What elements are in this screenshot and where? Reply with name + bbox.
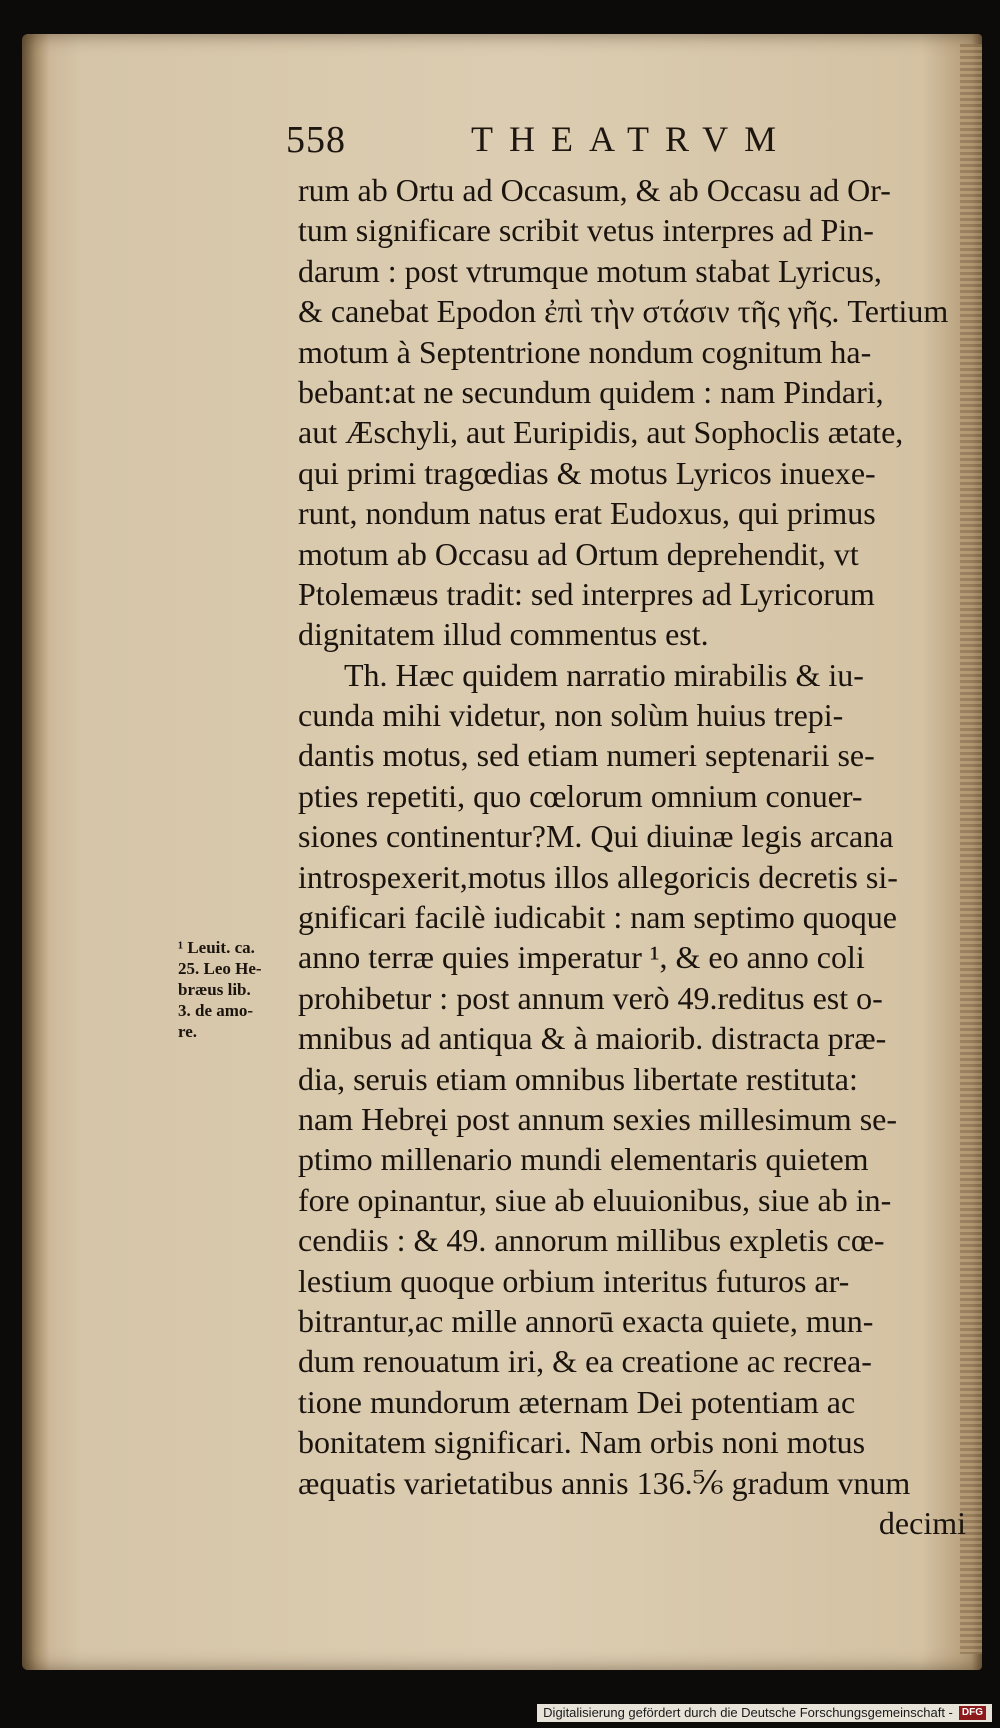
text-line: fore opinantur, siue ab eluuionibus, siue ab in- — [298, 1181, 892, 1218]
running-head: THEATRVM — [471, 119, 793, 159]
text-line: introspexerit,motus illos allegoricis decretis si- — [298, 858, 898, 895]
margin-note-line: 25. Leo He- — [178, 959, 262, 978]
text-line: qui primi tragœdias & motus Lyricos inuexe- — [298, 454, 876, 491]
margin-note-line: bræus lib. — [178, 980, 251, 999]
text-line: tione mundorum æternam Dei potentiam ac — [298, 1383, 856, 1420]
text-line: mnibus ad antiqua & à maiorib. distracta præ- — [298, 1020, 887, 1057]
footer-text: Digitalisierung gefördert durch die Deutsche Forschungsgemeinschaft - — [543, 1705, 953, 1720]
digitization-footer — [537, 1704, 992, 1722]
text-line: gnificari facilè iudicabit : nam septimo quoque — [298, 899, 897, 936]
text-line: nam Hebręi post annum sexies millesimum se- — [298, 1100, 897, 1137]
text-line: Th. Hæc quidem narratio mirabilis & iu- — [344, 656, 864, 693]
text-line: rum ab Ortu ad Occasum, & ab Occasu ad Or- — [298, 172, 891, 208]
text-line: runt, nondum natus erat Eudoxus, qui primus — [298, 495, 876, 532]
text-line: prohibetur : post annum verò 49.reditus est o- — [298, 979, 883, 1016]
text-line: anno terræ quies imperatur ¹, & eo anno coli — [298, 939, 865, 976]
text-line: dia, seruis etiam omnibus libertate restituta: — [298, 1060, 858, 1097]
text-line: decimi — [878, 1504, 966, 1541]
text-line: aut Æschyli, aut Euripidis, aut Sophoclis ætate, — [298, 414, 904, 451]
text-line: dum renouatum iri, & ea creatione ac recrea- — [298, 1343, 872, 1380]
body-text — [298, 170, 966, 1543]
text-line: tum significare scribit vetus interpres ad Pin- — [298, 212, 874, 249]
text-line: Ptolemæus tradit: sed interpres ad Lyricorum — [298, 575, 875, 612]
text-line: pties repetiti, quo cœlorum omnium conuer- — [298, 777, 863, 814]
text-line: darum : post vtrumque motum stabat Lyricus, — [298, 252, 882, 289]
dfg-logo: DFG — [959, 1706, 986, 1720]
text-line: æquatis varietatibus annis 136.⅚ gradum vnum — [298, 1464, 911, 1501]
text-line: siones continentur?M. Qui diuinæ legis arcana — [298, 818, 894, 855]
text-line: & canebat Epodon ἐπὶ τὴν στάσιν τῆς γῆς. Tertium — [298, 293, 949, 330]
text-line: lestium quoque orbium interitus futuros ar- — [298, 1262, 850, 1299]
text-line: motum ab Occasu ad Ortum deprehendit, vt — [298, 535, 859, 572]
text-line: dantis motus, sed etiam numeri septenarii se- — [298, 737, 875, 774]
text-line: dignitatem illud commentus est. — [298, 616, 709, 653]
text-line: motum à Septentrione nondum cognitum ha- — [298, 333, 872, 370]
text-line: cunda mihi videtur, non solùm huius trepi- — [298, 697, 844, 734]
margin-note-line: re. — [178, 1022, 198, 1041]
margin-note-line: 3. de amo- — [178, 1001, 254, 1020]
page-header — [286, 118, 806, 168]
page-number: 558 — [286, 119, 346, 161]
margin-note — [178, 937, 290, 1042]
margin-note-line: ¹ Leuit. ca. — [178, 938, 255, 957]
text-line: cendiis : & 49. annorum millibus expletis cœ- — [298, 1222, 885, 1259]
text-line: bebant:at ne secundum quidem : nam Pindari, — [298, 373, 884, 410]
text-line: bonitatem significari. Nam orbis noni motus — [298, 1424, 866, 1461]
text-line: ptimo millenario mundi elementaris quietem — [298, 1141, 869, 1178]
text-line: bitrantur,ac mille annorū exacta quiete, mun- — [298, 1302, 874, 1339]
